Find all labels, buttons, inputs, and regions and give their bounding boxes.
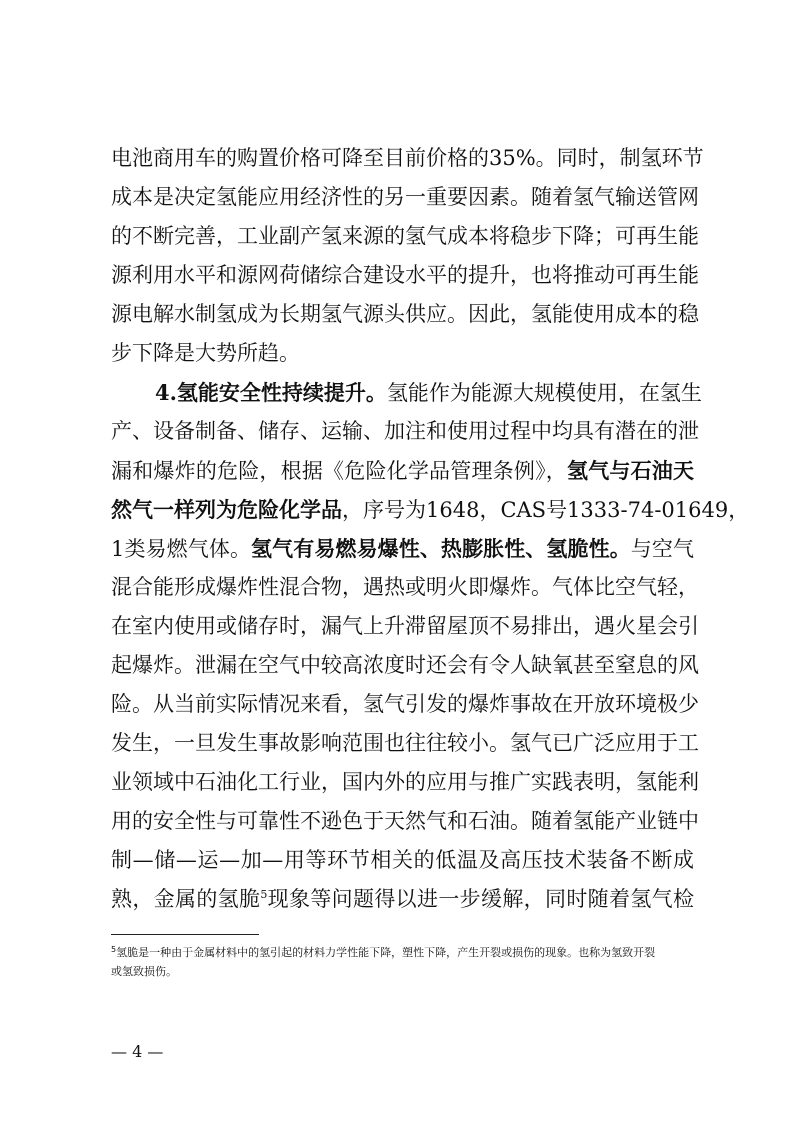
footnote-line: 或氢致损伤。	[111, 965, 177, 978]
paragraph-text: 现象等问题得以进一步缓解，同时随着氢气检	[267, 887, 695, 911]
paragraph-line: 源利用水平和源网荷储综合建设水平的提升，也将推动可再生能	[111, 263, 699, 287]
paragraph-line: 险。从当前实际情况来看，氢气引发的爆炸事故在开放环境极少	[111, 692, 699, 716]
paragraph-text: 1类易燃气体。	[111, 537, 252, 561]
paragraph-line	[111, 490, 750, 529]
paragraph-line: 产、设备制备、储存、运输、加注和使用过程中均具有潜在的泄	[111, 419, 699, 443]
paragraph-line: 用的安全性与可靠性不逊色于天然气和石油。随着氢能产业链中	[111, 809, 699, 833]
bold-emphasis: 氢气与石油天	[566, 458, 695, 483]
bold-emphasis: 氢气有易燃易爆性、热膨胀性、氢脆性。	[251, 536, 631, 561]
footnote-line	[111, 943, 694, 962]
paragraph-line: 在室内使用或储存时，漏气上升滞留屋顶不易排出，遇火星会引	[111, 614, 699, 638]
footnote-reference: 5	[260, 888, 268, 901]
body-text	[111, 139, 750, 919]
footnote-text: 氢脆是一种由于金属材料中的氢引起的材料力学性能下降，塑性下降，产生开裂或损伤的现象。也称为氢致开裂	[116, 946, 656, 959]
page-number: — 4 —	[111, 1042, 164, 1061]
paragraph-line	[111, 451, 694, 490]
paragraph-line	[111, 529, 694, 568]
paragraph-text: 与空气	[630, 537, 694, 561]
paragraph-line: 源电解水制氢成为长期氢气源头供应。因此，氢能使用成本的稳	[111, 302, 699, 326]
paragraph-line: 发生，一旦发生事故影响范围也往往较小。氢气已广泛应用于工	[111, 731, 699, 755]
paragraph-text: 氢能作为能源大规模使用，在氢生	[386, 381, 702, 405]
paragraph-line: 混合能形成爆炸性混合物，遇热或明火即爆炸。气体比空气轻，	[111, 575, 699, 599]
footnote-marker: 5	[111, 945, 117, 954]
section-heading: 4.氢能安全性持续提升。	[155, 380, 387, 405]
section-heading-line	[111, 373, 702, 412]
footnote	[111, 943, 694, 981]
paragraph-line: 的不断完善，工业副产氢来源的氢气成本将稳步下降；可再生能	[111, 224, 699, 248]
paragraph-line	[111, 880, 694, 919]
paragraph-text: ，序号为1648，CAS号1333-74-01649，	[342, 498, 750, 522]
paragraph-line: 起爆炸。泄漏在空气中较高浓度时还会有令人缺氧甚至窒息的风	[111, 653, 699, 677]
paragraph-line: 制—储—运—加—用等环节相关的低温及高压技术装备不断成	[111, 848, 694, 872]
paragraph-line: 步下降是大势所趋。	[111, 341, 300, 365]
paragraph-text: 熟，金属的氢脆	[111, 887, 261, 911]
paragraph-line: 成本是决定氢能应用经济性的另一重要因素。随着氢气输送管网	[111, 185, 699, 209]
paragraph-line: 业领域中石油化工行业，国内外的应用与推广实践表明，氢能利	[111, 770, 699, 794]
footnote-separator	[111, 934, 259, 935]
paragraph-line: 电池商用车的购置价格可降至目前价格的35%。同时，制氢环节	[111, 146, 704, 170]
paragraph-text: 漏和爆炸的危险，根据《危险化学品管理条例》，	[111, 459, 567, 483]
bold-emphasis: 然气一样列为危险化学品	[111, 497, 342, 522]
